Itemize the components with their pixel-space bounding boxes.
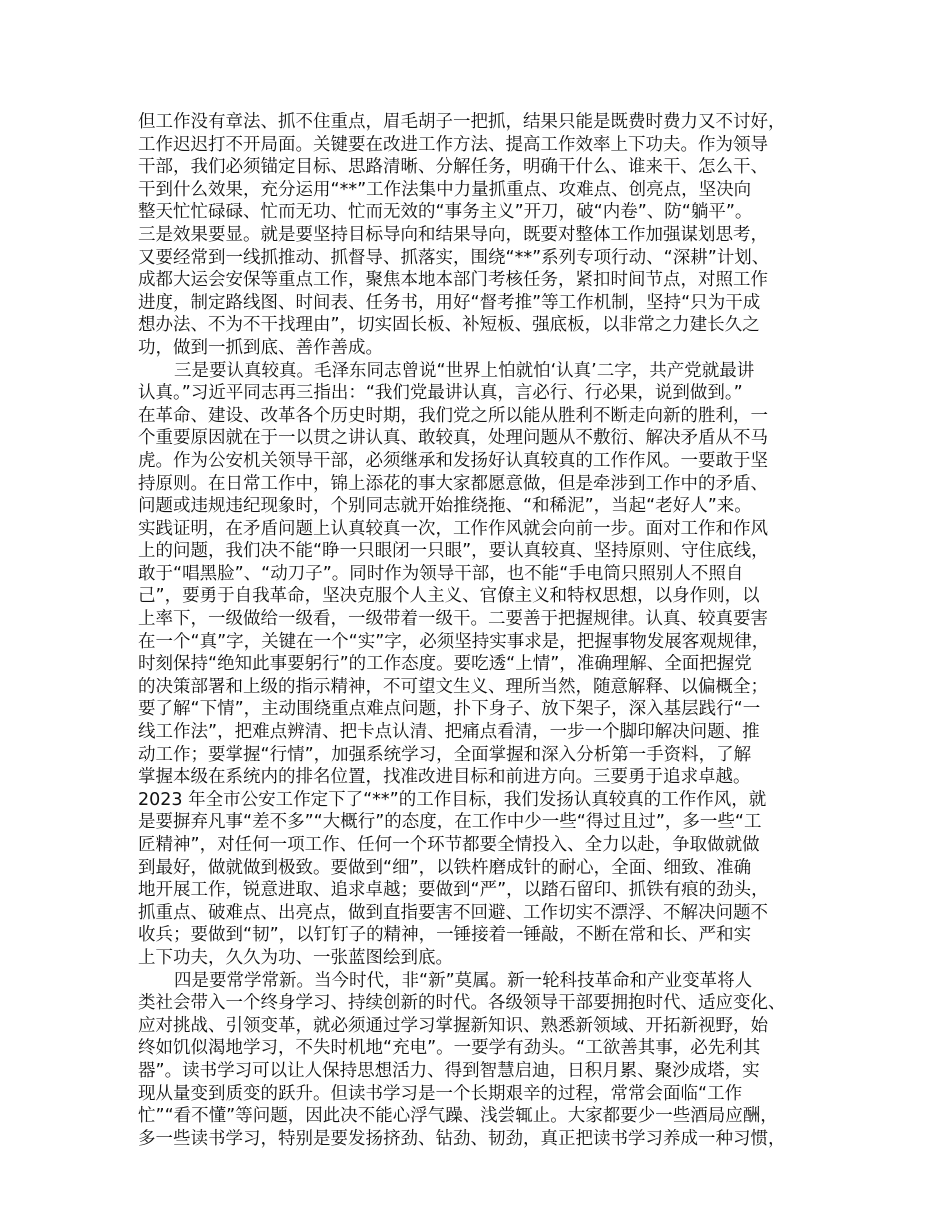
text-line: 掌握本级在系统内的排名位置，找准改进目标和前进方向。三要勇于追求卓越。 — [138, 767, 751, 788]
text-line: 成都大运会安保等重点工作，聚焦本地本部门考核任务，紧扣时间节点，对照工作 — [138, 270, 768, 291]
text-line: 功，做到一抓到底、善作善成。 — [138, 337, 383, 358]
text-line: 己”，要勇于自我革命，坚决克服个人主义、官僚主义和特权思想，以身作则，以 — [138, 586, 760, 607]
text-line: 想办法、不为不干找理由”，切实固长板、补短板、强底板，以非常之力建长久之 — [138, 315, 760, 336]
text-line: 在革命、建设、改革各个历史时期，我们党之所以能从胜利不断走向新的胜利，一 — [138, 405, 768, 426]
text-line: 忙”“看不懂”等问题，因此决不能心浮气躁、浅尝辄止。大家都要少一些酒局应酬， — [138, 1106, 778, 1127]
text-line: 干部，我们必须锚定目标、思路清晰、分解任务，明确干什么、谁来干、怎么干、 — [138, 157, 768, 178]
text-line: 在一个“真”字，关键在一个“实”字，必须坚持实事求是，把握事物发展客观规律， — [138, 631, 770, 652]
text-line: 上率下，一级做给一级看，一级带着一级干。二要善于把握规律。认真、较真要害 — [138, 609, 768, 630]
text-line: 又要经常到一线抓推动、抓督导、抓落实，围绕“**”系列专项行动、“深耕”计划、 — [138, 247, 770, 268]
text-line: 认真。”习近平同志再三指出：“我们党最讲认真，言必行、行必果，说到做到。” — [138, 383, 743, 404]
text-line: 时刻保持“绝知此事要躬行”的工作态度。要吃透“上情”，准确理解、全面把握党 — [138, 654, 752, 675]
text-line: 实践证明，在矛盾问题上认真较真一次，工作作风就会向前一步。面对工作和作风 — [138, 518, 768, 539]
text-line: 工作迟迟打不开局面。关键要在改进工作方法、提高工作效率上下功夫。作为领导 — [138, 134, 768, 155]
document-body — [138, 111, 828, 1150]
text-line: 类社会带入一个终身学习、持续创新的时代。各级领导干部要拥抱时代、适应变化、 — [138, 993, 786, 1014]
text-line: 线工作法”，把难点辨清、把卡点认清、把痛点看清，一步一个脚印解决问题、推 — [138, 722, 760, 743]
text-line: 但工作没有章法、抓不住重点，眉毛胡子一把抓，结果只能是既费时费力又不讨好， — [138, 112, 786, 132]
text-line: 持原则。在日常工作中，锦上添花的事大家都愿意做，但是牵涉到工作中的矛盾、 — [138, 473, 768, 494]
text-line: 到最好，做就做到极致。要做到“细”，以铁杵磨成针的耐心，全面、细致、准确 — [138, 857, 752, 878]
text-line: 四是要常学常新。当今时代，非“新”莫属。新一轮科技革命和产业变革将人 — [174, 970, 753, 991]
text-line: 2023 年全市公安工作定下了“**”的工作目标，我们发扬认真较真的工作作风，就 — [138, 789, 767, 810]
text-line: 的决策部署和上级的指示精神，不可望文生义、理所当然，随意解释、以偏概全； — [138, 676, 768, 697]
text-line: 敢于“唱黑脸”、“动刀子”。同时作为领导干部，也不能“手电筒只照别人不照自 — [138, 563, 744, 584]
text-line: 多一些读书学习，特别是要发扬挤劲、钻劲、韧劲，真正把读书学习养成一种习惯， — [138, 1128, 786, 1149]
text-line: 进度，制定路线图、时间表、任务书，用好“督考推”等工作机制，坚持“只为干成 — [138, 292, 761, 313]
text-line: 个重要原因就在于一以贯之讲认真、敢较真，处理问题从不敷衍、解决矛盾从不马 — [138, 428, 768, 449]
text-line: 上下功夫，久久为功、一张蓝图绘到底。 — [138, 947, 453, 968]
text-line: 整天忙忙碌碌、忙而无功、忙而无效的“事务主义”开刀，破“内卷”、防“躺平”。 — [138, 202, 753, 223]
text-line: 抓重点、破难点、出亮点，做到直指要害不回避、工作切实不漂浮、不解决问题不 — [138, 902, 768, 923]
text-line: 地开展工作，锐意进取、追求卓越；要做到“严”，以踏石留印、抓铁有痕的劲头， — [138, 880, 769, 901]
text-line: 要了解“下情”，主动围绕重点难点问题，扑下身子、放下架子，深入基层践行“一 — [138, 699, 761, 720]
paragraph — [138, 970, 828, 1151]
text-line: 动工作；要掌握“行情”，加强系统学习，全面掌握和深入分析第一手资料，了解 — [138, 744, 752, 765]
text-line: 三是要认真较真。毛泽东同志曾说“世界上怕就怕‘认真’二字，共产党就最讲 — [174, 360, 755, 381]
text-line: 终如饥似渴地学习，不失时机地“充电”。一要学有劲头。“工欲善其事，必先利其 — [138, 1038, 761, 1059]
paragraph — [138, 360, 828, 970]
text-line: 匠精神”，对任何一项工作、任何一个环节都要全情投入、全力以赴，争取做就做 — [138, 835, 760, 855]
text-line: 上的问题，我们决不能“睁一只眼闭一只眼”，要认真较真、坚持原则、守住底线， — [138, 541, 769, 562]
text-line: 收兵；要做到“韧”，以钉钉子的精神，一锤接着一锤敲，不断在常和长、严和实 — [138, 925, 752, 946]
text-line: 问题或违规违纪现象时，个别同志就开始推绕拖、“和稀泥”，当起“老好人”来。 — [138, 496, 752, 517]
paragraph — [138, 111, 828, 360]
text-line: 干到什么效果，充分运用“**”工作法集中力量抓重点、攻难点、创亮点，坚决向 — [138, 179, 752, 200]
text-line: 现从量变到质变的跃升。但读书学习是一个长期艰辛的过程，常常会面临“工作 — [138, 1083, 743, 1104]
text-line: 三是效果要显。就是要坚持目标导向和结果导向，既要对整体工作加强谋划思考， — [138, 224, 768, 245]
text-line: 是要摒弃凡事“差不多”“大概行”的态度，在工作中少一些“得过且过”，多一些“工 — [138, 812, 762, 833]
text-line: 虎。作为公安机关领导干部，必须继承和发扬好认真较真的工作作风。一要敢于坚 — [138, 450, 768, 471]
text-line: 器”。读书学习可以让人保持思想活力、得到智慧启迪，日积月累、聚沙成塔，实 — [138, 1060, 760, 1081]
text-line: 应对挑战、引领变革，就必须通过学习掌握新知识、熟悉新领域、开拓新视野，始 — [138, 1015, 768, 1036]
